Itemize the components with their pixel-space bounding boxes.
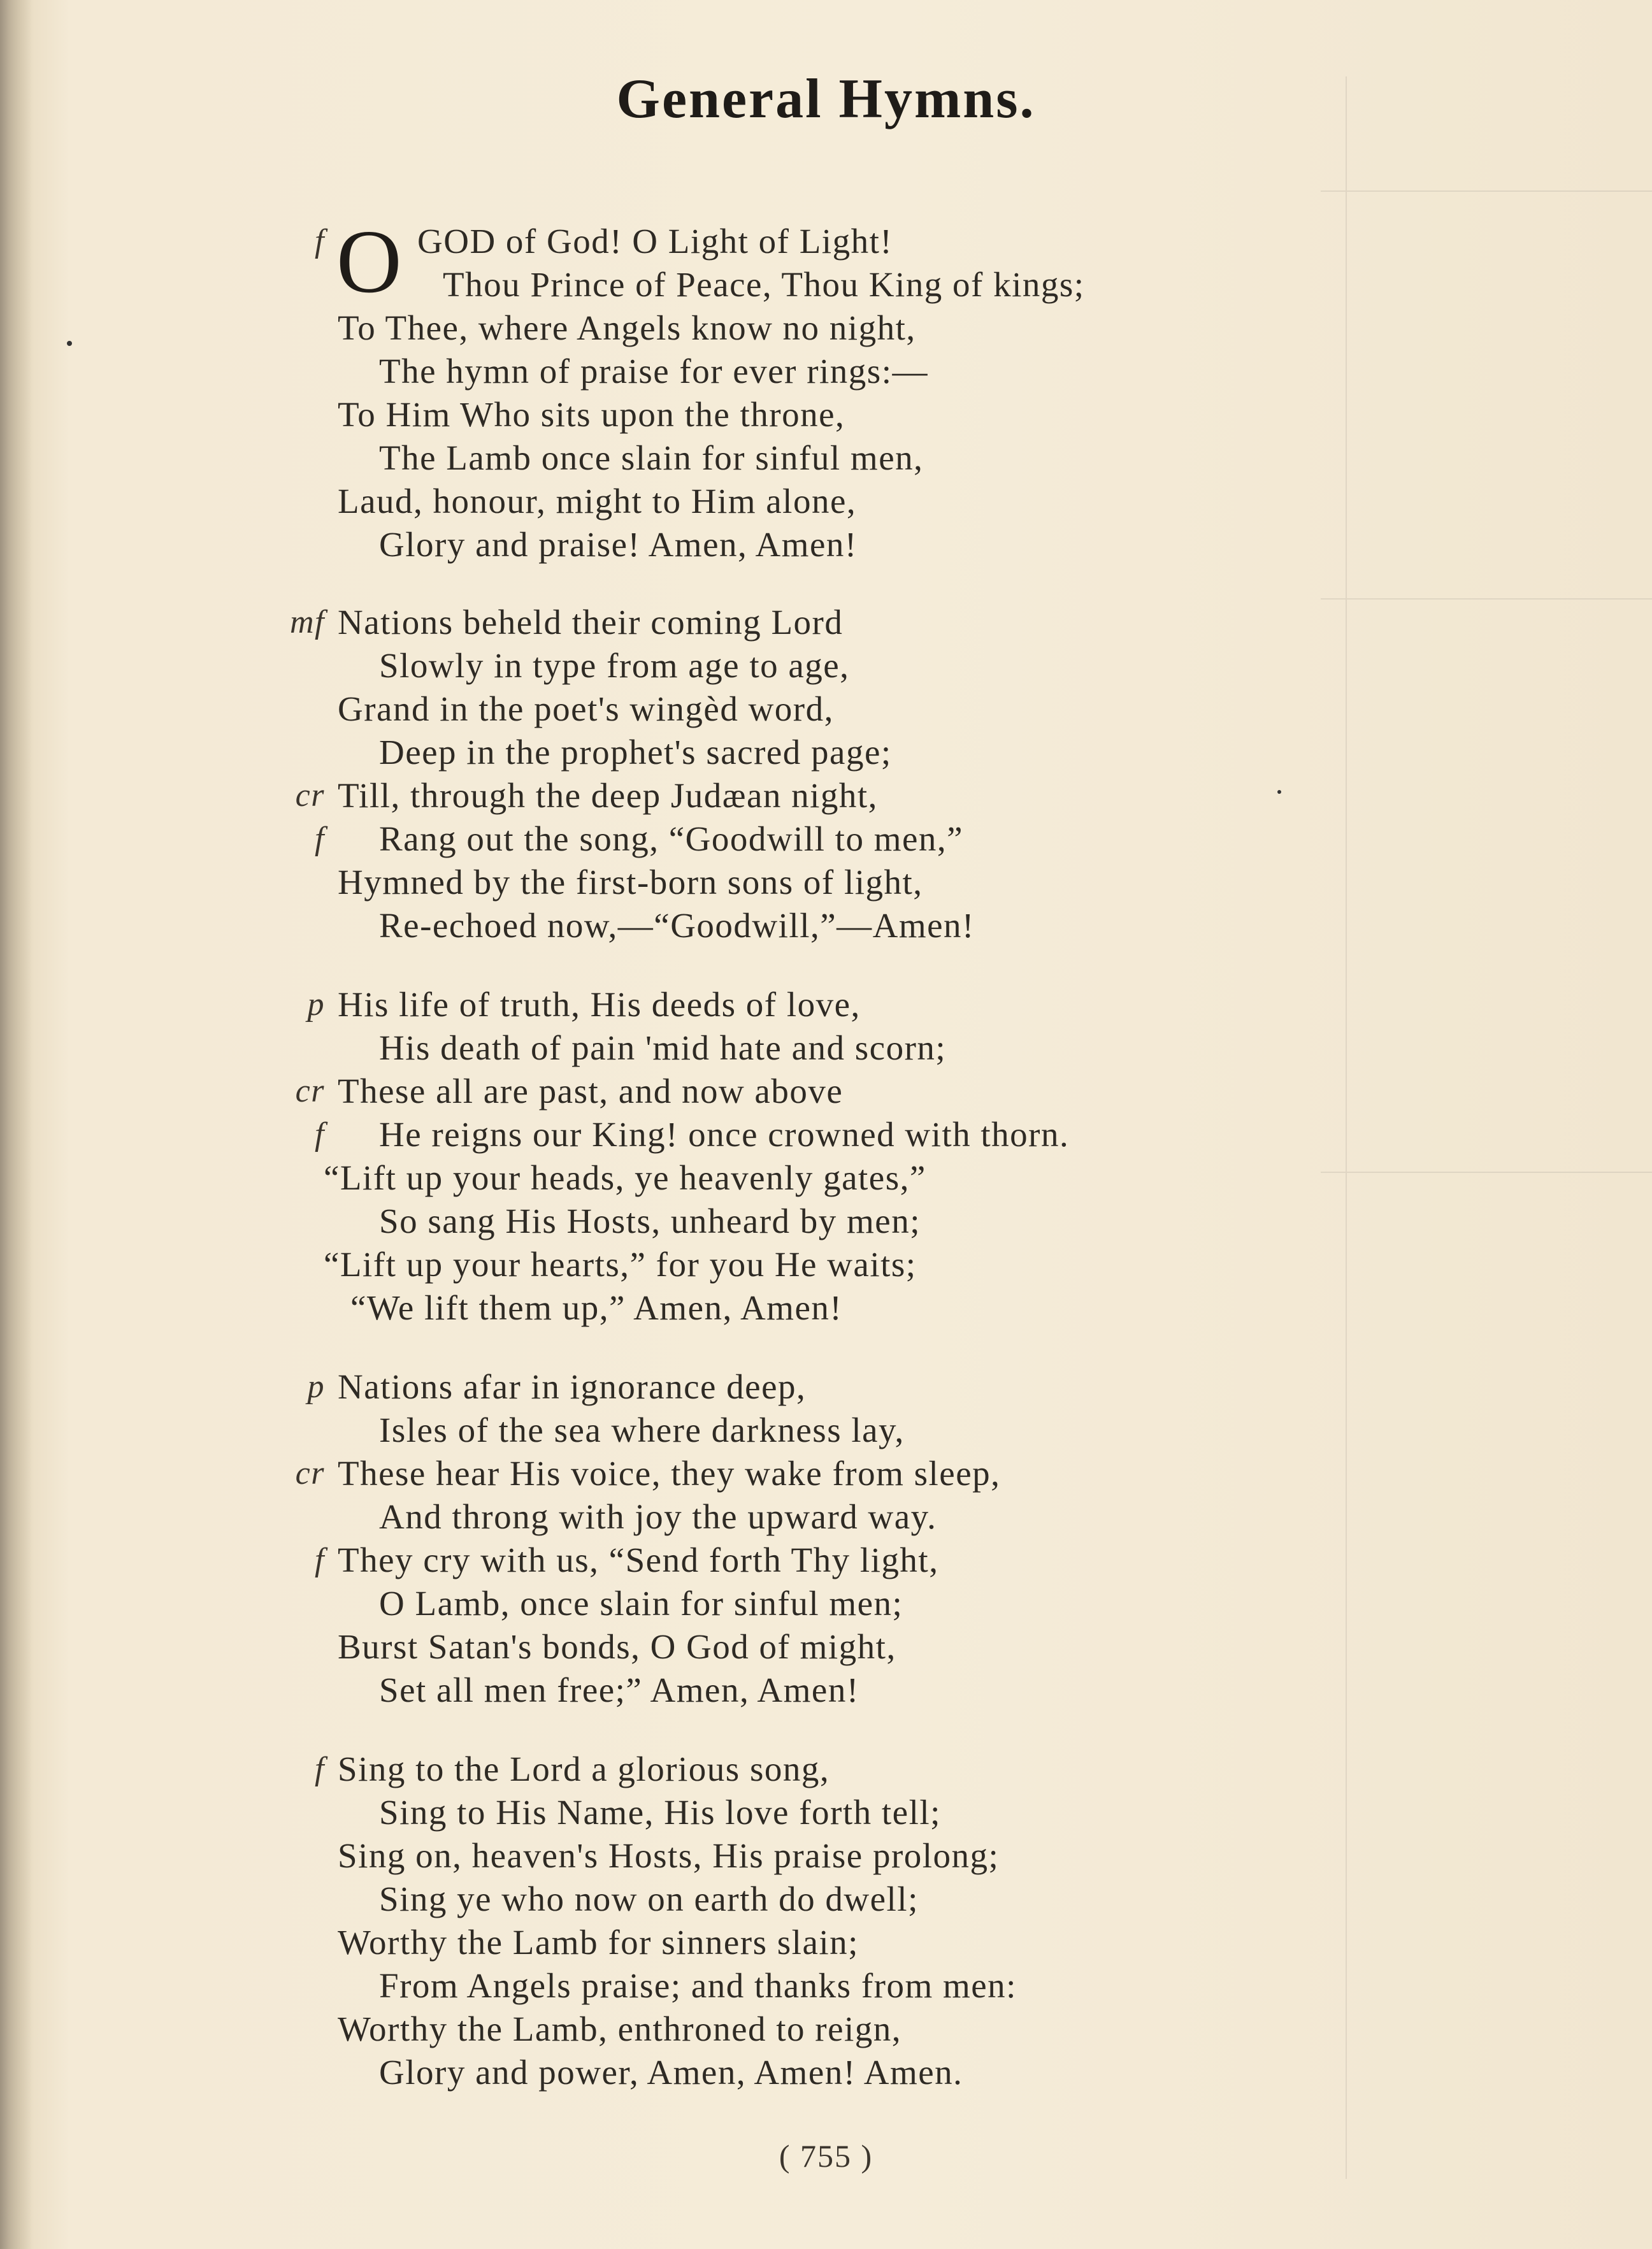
verse-line-text: Nations afar in ignorance deep, [338, 1367, 807, 1406]
page-number: ( 755 ) [779, 2138, 873, 2174]
verse-line-text: Sing ye who now on earth do dwell; [379, 1879, 919, 1918]
verse-line-text: Sing to the Lord a glorious song, [338, 1750, 830, 1788]
verse-line [268, 731, 1427, 774]
dynamic-mark: f [315, 821, 325, 857]
verse-line [268, 436, 1427, 480]
verse-line [268, 263, 1427, 306]
dynamic-mark: f [315, 223, 325, 259]
verse-line [268, 1156, 1427, 1200]
verse-line [268, 2008, 1427, 2051]
dynamic-mark: f [315, 1751, 325, 1787]
verse-line-text: To Him Who sits upon the throne, [338, 395, 845, 434]
verse-line-text: Sing on, heaven's Hosts, His praise prolong; [338, 1836, 1000, 1875]
verse-line-text: Glory and power, Amen, Amen! Amen. [379, 2053, 963, 2092]
dynamic-mark: cr [295, 1073, 325, 1109]
verse-line [268, 601, 1427, 644]
verse-line [268, 1625, 1427, 1669]
verse-line [268, 687, 1427, 731]
verse-line [268, 1409, 1427, 1452]
verse-line [268, 1286, 1427, 1330]
verse-line [268, 983, 1427, 1026]
verse-line-text: Isles of the sea where darkness lay, [379, 1411, 905, 1449]
verse-line [268, 350, 1427, 393]
verse-line-text: Worthy the Lamb, enthroned to reign, [338, 2009, 902, 2048]
verse-line-text: Thou Prince of Peace, Thou King of kings; [443, 265, 1085, 304]
verse-line-text: GOD of God! O Light of Light! [417, 222, 893, 261]
page-title: General Hymns. [616, 68, 1036, 130]
verse-line-text: From Angels praise; and thanks from men: [379, 1966, 1017, 2005]
verse-line [268, 1921, 1427, 1964]
verse-3 [268, 983, 1427, 1330]
verse-line [268, 904, 1427, 947]
verse-line [268, 1791, 1427, 1834]
verse-line [268, 1026, 1427, 1070]
verse-line-text: These all are past, and now above [338, 1072, 844, 1110]
verse-line-text: Hymned by the first-born sons of light, [338, 863, 923, 902]
verse-line-text: And throng with joy the upward way. [379, 1497, 937, 1536]
verse-line [268, 1878, 1427, 1921]
verse-line [268, 861, 1427, 904]
stray-dot [1277, 790, 1281, 794]
verse-line [268, 1834, 1427, 1878]
verse-line [268, 1582, 1427, 1625]
verse-line-text: Worthy the Lamb for sinners slain; [338, 1923, 859, 1962]
verse-line-text: The hymn of praise for ever rings:— [379, 352, 928, 391]
verse-line [268, 1964, 1427, 2008]
verse-line [268, 523, 1427, 566]
verse-line [268, 1113, 1427, 1156]
dynamic-mark: mf [290, 604, 325, 640]
dynamic-mark: p [307, 1369, 325, 1405]
verse-line-text: Laud, honour, might to Him alone, [338, 482, 857, 521]
verse-line [268, 2051, 1427, 2094]
verse-1 [268, 211, 1427, 566]
verse-line-text: Till, through the deep Judæan night, [338, 776, 878, 815]
verse-line-text: His life of truth, His deeds of love, [338, 985, 861, 1024]
verse-line [268, 774, 1427, 817]
verse-line-text: They cry with us, “Send forth Thy light, [338, 1541, 939, 1579]
verse-line-text: Slowly in type from age to age, [379, 646, 850, 685]
verse-line [268, 1365, 1427, 1409]
verse-line [268, 480, 1427, 523]
verse-line-text: The Lamb once slain for sinful men, [379, 438, 924, 477]
verse-line [268, 1070, 1427, 1113]
drop-cap: O [336, 211, 403, 312]
verse-2 [268, 601, 1427, 947]
verse-line-text: “Lift up your hearts,” for you He waits; [324, 1245, 917, 1284]
verse-line-text: Glory and praise! Amen, Amen! [379, 525, 858, 564]
verse-line-text: He reigns our King! once crowned with thorn. [379, 1115, 1070, 1154]
verse-line-text: His death of pain 'mid hate and scorn; [379, 1028, 947, 1067]
verse-line-text: Sing to His Name, His love forth tell; [379, 1793, 941, 1832]
dynamic-mark: cr [295, 777, 325, 814]
verse-line-text: O Lamb, once slain for sinful men; [379, 1584, 903, 1623]
dynamic-mark: f [315, 1116, 325, 1153]
verse-line-text: Rang out the song, “Goodwill to men,” [379, 819, 964, 858]
verse-line [268, 1243, 1427, 1286]
verse-line-text: To Thee, where Angels know no night, [338, 308, 916, 347]
verse-line [268, 1200, 1427, 1243]
verse-5 [268, 1748, 1427, 2094]
dynamic-mark: f [315, 1542, 325, 1578]
verse-line-text: Deep in the prophet's sacred page; [379, 733, 892, 772]
binding-edge [0, 0, 32, 2249]
verse-line [268, 1669, 1427, 1712]
verse-line-text: “We lift them up,” Amen, Amen! [350, 1288, 843, 1327]
verse-line-text: “Lift up your heads, ye heavenly gates,” [324, 1158, 926, 1197]
verse-line [268, 644, 1427, 687]
hymn-text [268, 0, 1427, 2249]
verse-4 [268, 1365, 1427, 1712]
verse-line-text: Set all men free;” Amen, Amen! [379, 1671, 859, 1709]
verse-line [268, 393, 1427, 436]
verse-line [268, 1539, 1427, 1582]
verse-line [268, 1495, 1427, 1539]
verse-line [268, 1452, 1427, 1495]
verse-line-text: Burst Satan's bonds, O God of might, [338, 1627, 896, 1666]
verse-line-text: Re-echoed now,—“Goodwill,”—Amen! [379, 906, 975, 945]
verse-line-text: Nations beheld their coming Lord [338, 603, 844, 642]
stray-dot [67, 341, 72, 346]
dynamic-mark: p [307, 986, 325, 1023]
dynamic-mark: cr [295, 1455, 325, 1491]
verse-line-text: So sang His Hosts, unheard by men; [379, 1202, 921, 1240]
verse-line [268, 817, 1427, 861]
verse-line [268, 306, 1427, 350]
verse-line [268, 1748, 1427, 1791]
verse-line-text: These hear His voice, they wake from sleep, [338, 1454, 1001, 1493]
verse-line-text: Grand in the poet's wingèd word, [338, 689, 834, 728]
